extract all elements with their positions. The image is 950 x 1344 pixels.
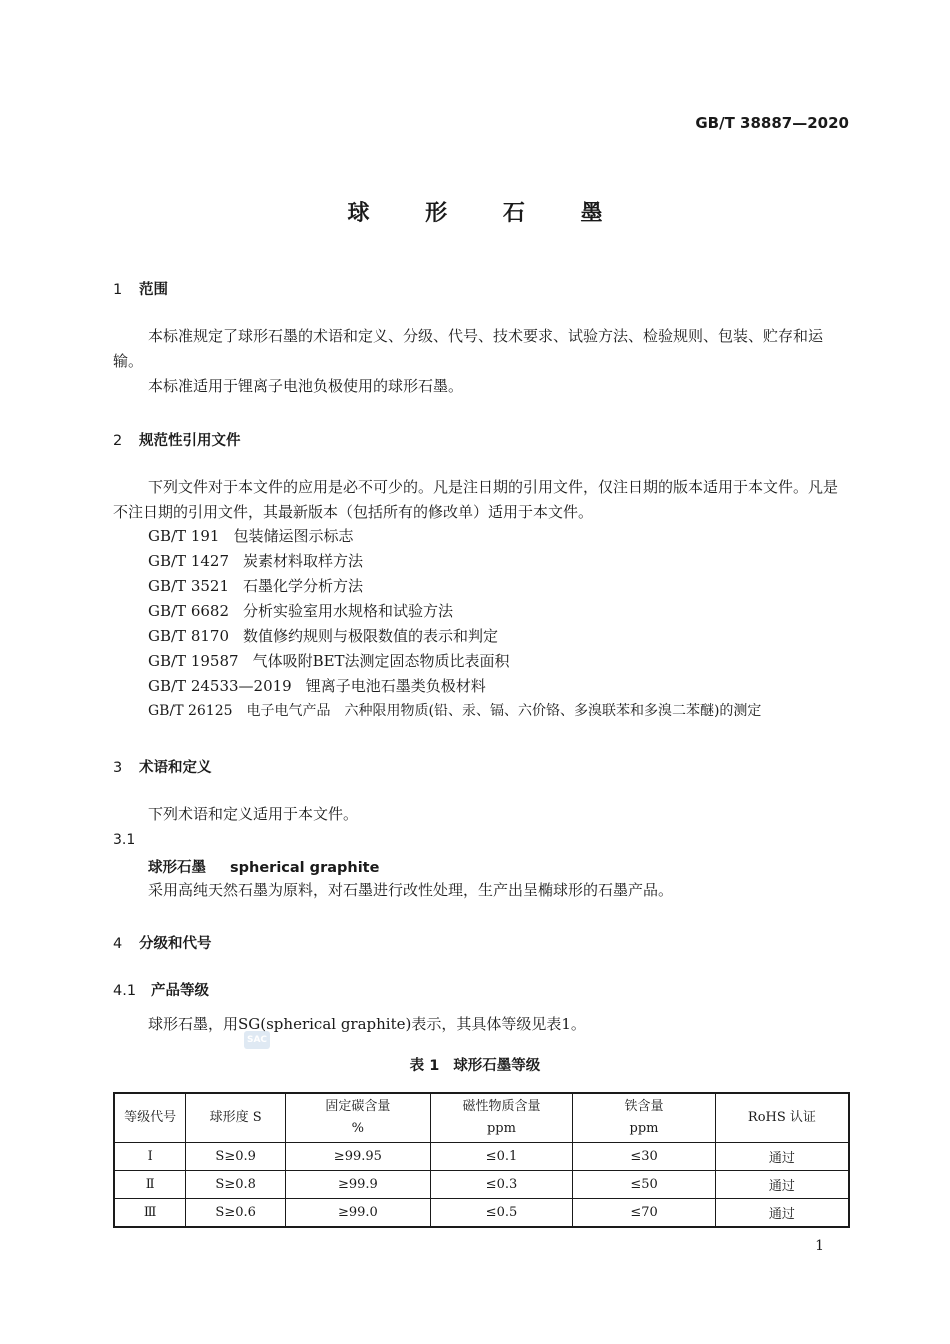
term-entry [148,856,379,877]
cell-iron: ≤70 [573,1199,716,1228]
reference-title: 数值修约规则与极限数值的表示和判定 [243,627,499,645]
grade-paragraph: 球形石墨，用SG(spherical graphite)表示，其具体等级见表1。 [148,1015,586,1033]
reference-code: GB/T 1427 [148,552,230,570]
reference-item [148,625,498,646]
standard-number: GB/T 38887—2020 [695,114,849,132]
reference-code: GB/T 6682 [148,602,230,620]
reference-title: 气体吸附BET法测定固态物质比表面积 [252,652,510,670]
reference-code: GB/T 8170 [148,627,230,645]
grade-table [113,1092,850,1228]
reference-code: GB/T 19587 [148,652,239,670]
reference-title: 炭素材料取样方法 [243,552,364,570]
cell-magnetic: ≤0.1 [430,1143,573,1171]
reference-code: GB/T 26125 [148,703,233,719]
section-3-heading [113,756,212,777]
table-header-row [114,1093,849,1143]
term-definition: 采用高纯天然石墨为原料，对石墨进行改性处理，生产出呈椭球形的石墨产品。 [148,881,674,899]
reference-item [148,575,363,596]
cell-fixed-carbon: ≥99.0 [286,1199,431,1228]
section-number: 3 [113,760,123,776]
reference-item [148,700,761,720]
terms-intro: 下列术语和定义适用于本文件。 [148,805,359,823]
cell-fixed-carbon: ≥99.95 [286,1143,431,1171]
scope-paragraph-2: 本标准适用于锂离子电池负极使用的球形石墨。 [148,377,464,395]
cell-magnetic: ≤0.3 [430,1171,573,1199]
table-title: 球形石墨等级 [453,1058,541,1074]
cell-rohs: 通过 [715,1199,849,1228]
section-2-heading [113,429,241,450]
section-4-1-heading [113,979,209,1000]
reference-title: 包装储运图示标志 [233,527,354,545]
reference-title: 电子电气产品 六种限用物质(铅、汞、镉、六价铬、多溴联苯和多溴二苯醚)的测定 [246,703,762,719]
term-chinese: 球形石墨 [148,860,206,876]
cell-rohs: 通过 [715,1143,849,1171]
reference-title: 分析实验室用水规格和试验方法 [243,602,454,620]
cell-sphericity: S≥0.8 [186,1171,286,1199]
reference-title: 锂离子电池石墨类负极材料 [305,677,486,695]
references-intro: 下列文件对于本文件的应用是必不可少的。凡是注日期的引用文件，仅注日期的版本适用于本文件。凡是不注日期的引用文件，其最新版本（包括所有的修改单）适用于本文件。 [113,478,839,521]
cell-iron: ≤50 [573,1171,716,1199]
section-number: 1 [113,282,123,298]
table-row [114,1171,849,1199]
subsection-number: 4.1 [113,983,137,999]
reference-item [148,525,353,546]
term-english: spherical graphite [230,860,380,876]
table-label: 表 1 [409,1058,440,1074]
cell-fixed-carbon: ≥99.9 [286,1171,431,1199]
reference-item [148,600,453,621]
reference-code: GB/T 191 [148,527,220,545]
cell-iron: ≤30 [573,1143,716,1171]
table-row [114,1199,849,1228]
page-number: 1 [815,1238,824,1254]
section-title: 术语和定义 [139,760,212,776]
header-rohs: RoHS 认证 [715,1093,849,1143]
cell-rohs: 通过 [715,1171,849,1199]
reference-item [148,650,510,671]
cell-grade: Ⅲ [114,1199,186,1228]
reference-code: GB/T 3521 [148,577,230,595]
subsection-title: 产品等级 [151,983,209,999]
header-iron-content: 铁含量 ppm [573,1093,716,1143]
section-title: 范围 [139,282,168,298]
table-row [114,1143,849,1171]
cell-sphericity: S≥0.9 [186,1143,286,1171]
section-4-heading [113,932,212,953]
header-magnetic-content: 磁性物质含量 ppm [430,1093,573,1143]
table-caption [0,1054,950,1075]
cell-magnetic: ≤0.5 [430,1199,573,1228]
sac-watermark: SAC [244,1031,270,1049]
header-fixed-carbon: 固定碳含量 % [286,1093,431,1143]
reference-item [148,675,486,696]
section-number: 4 [113,936,123,952]
reference-item [148,550,363,571]
term-number: 3.1 [113,832,136,848]
cell-grade: Ⅰ [114,1143,186,1171]
section-title: 分级和代号 [139,936,212,952]
scope-paragraph-1: 本标准规定了球形石墨的术语和定义、分级、代号、技术要求、试验方法、检验规则、包装、贮存和运输。 [113,327,824,370]
header-grade-code: 等级代号 [114,1093,186,1143]
document-title: 球 形 石 墨 [347,201,627,226]
section-1-heading [113,278,168,299]
section-number: 2 [113,433,123,449]
header-sphericity: 球形度 S [186,1093,286,1143]
section-title: 规范性引用文件 [139,433,241,449]
cell-grade: Ⅱ [114,1171,186,1199]
cell-sphericity: S≥0.6 [186,1199,286,1228]
reference-title: 石墨化学分析方法 [243,577,364,595]
reference-code: GB/T 24533—2019 [148,677,292,695]
